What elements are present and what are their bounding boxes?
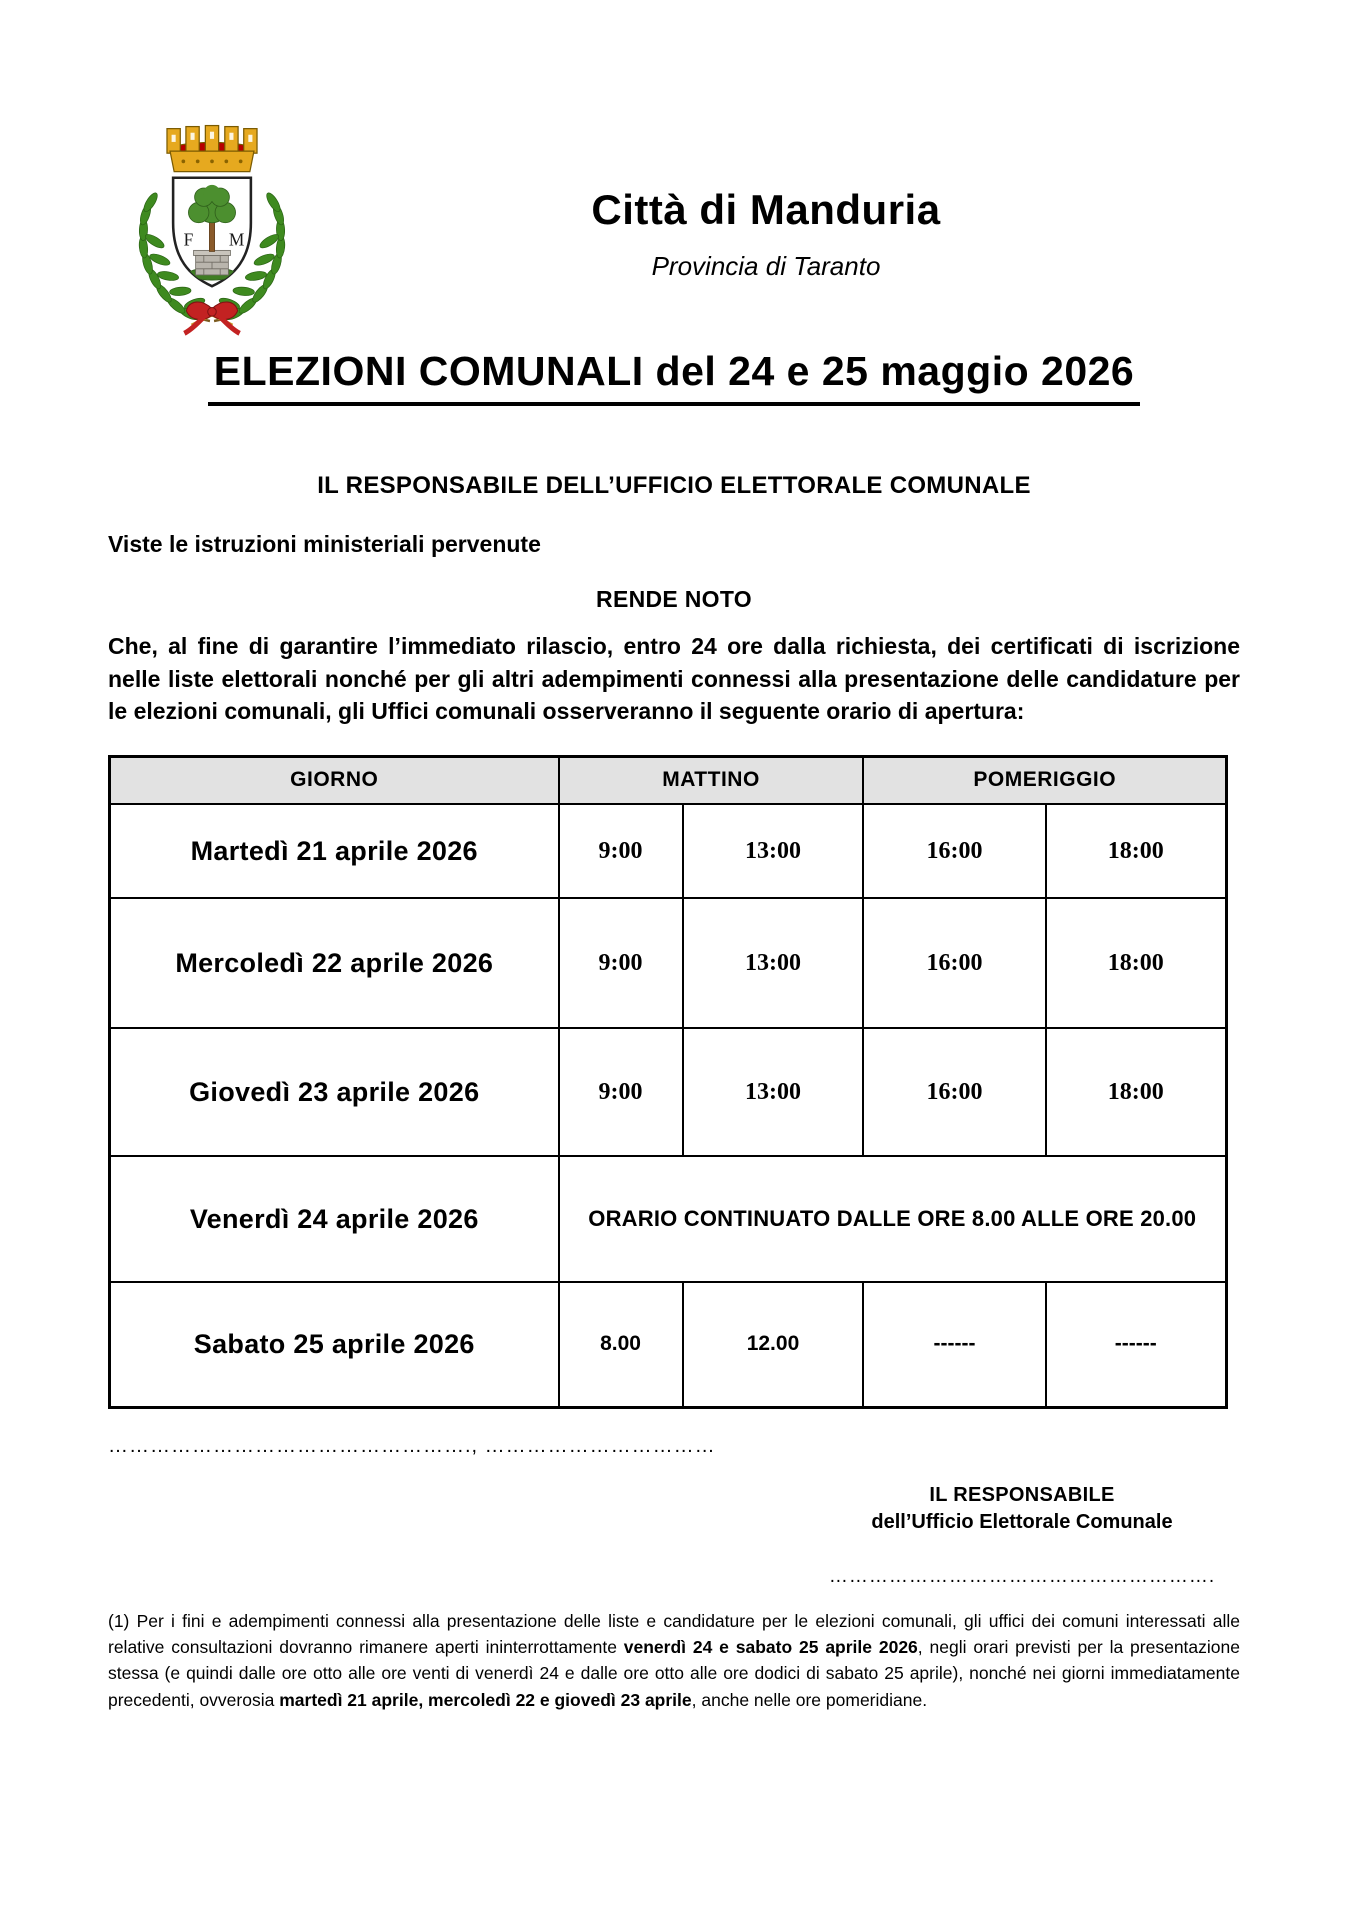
footnote-segment: , anche nelle ore pomeridiane. [691,1689,928,1710]
continuous-hours-cell: ORARIO CONTINUATO DALLE ORE 8.00 ALLE ORE 20.00 [559,1156,1227,1282]
signature-block [812,1484,1232,1588]
coat-of-arms-svg [124,120,300,346]
intro-paragraph: Che, al fine di garantire l’immediato rilascio, entro 24 ore dalla richiesta, dei certificati di iscrizione nelle liste elettorali nonché per gli altri adempimenti connessi alla presentazione delle candidature per le elezioni comunali, gli Uffici comunali osserveranno il seguente orario di apertura: [108,633,1240,724]
province-subtitle: Provincia di Taranto [651,251,881,281]
time-cell: 16:00 [863,898,1045,1028]
day-cell: Giovedì 23 aprile 2026 [110,1028,559,1156]
city-title: Città di Manduria [591,186,941,233]
table-row [110,898,1227,1028]
header-title-block [340,186,1192,282]
col-header-pomeriggio: POMERIGGIO [863,756,1226,804]
rende-noto-line: RENDE NOTO [596,586,752,612]
col-header-giorno: GIORNO [110,756,559,804]
closed-dash-cell: ------ [863,1282,1045,1407]
responsabile-line: IL RESPONSABILE DELL’UFFICIO ELETTORALE COMUNALE [317,472,1031,499]
viste-line: Viste le istruzioni ministeriali pervenute [108,531,541,557]
day-cell: Sabato 25 aprile 2026 [110,1282,559,1407]
time-cell: 8.00 [559,1282,683,1407]
manduria-crest-icon [124,120,300,346]
day-cell: Martedì 21 aprile 2026 [110,804,559,898]
footnote-segment: , negli orari previsti per la presentazione stessa (e quindi dalle ore otto alle ore venti di venerdì 24 e dalle ore otto alle ore dodici di sabato 25 aprile), nonché nei giorni immediatamente precedenti, ovverosia [108,1636,1240,1710]
col-header-mattino: MATTINO [559,756,864,804]
time-cell: 12.00 [683,1282,864,1407]
tree-trunk [209,219,214,252]
schedule-table-body [110,804,1227,1407]
footnote-segment: (1) Per i fini e adempimenti connessi alla presentazione delle liste e candidature per le elezioni comunali, gli uffici dei comuni interessati alle relative consultazioni dovranno rimanere aperti ininterrottamente [108,1610,1240,1657]
time-cell: 9:00 [559,804,683,898]
time-cell: 18:00 [1046,1028,1227,1156]
footnote-bold-segment: venerdì 24 e sabato 25 aprile 2026 [623,1636,918,1657]
opening-hours-table [108,755,1228,1409]
table-header-row [110,756,1227,804]
signature-title: IL RESPONSABILE [929,1483,1115,1506]
day-cell: Mercoledì 22 aprile 2026 [110,898,559,1028]
time-cell: 16:00 [863,1028,1045,1156]
time-cell: 18:00 [1046,804,1227,898]
elections-heading: ELEZIONI COMUNALI del 24 e 25 maggio 2026 [208,348,1140,406]
time-cell: 18:00 [1046,898,1227,1028]
time-cell: 9:00 [559,898,683,1028]
time-cell: 13:00 [683,898,864,1028]
shield-icon [173,178,251,286]
crest-letter-f: F [183,230,194,250]
place-date-dotted-line: ……………………………………………., …………………………… [108,1434,716,1457]
table-row [110,804,1227,898]
time-cell: 9:00 [559,1028,683,1156]
table-row [110,1282,1227,1407]
document-body [108,472,1240,1713]
table-row [110,1028,1227,1156]
main-heading-wrap [0,348,1348,406]
footnote-bold-segment: martedì 21 aprile, mercoledì 22 e giovedì 23 aprile [279,1689,692,1710]
table-row [110,1156,1227,1282]
closed-dash-cell: ------ [1046,1282,1227,1407]
day-cell: Venerdì 24 aprile 2026 [110,1156,559,1282]
signature-subtitle: dell’Ufficio Elettorale Comunale [871,1510,1173,1533]
time-cell: 13:00 [683,1028,864,1156]
time-cell: 13:00 [683,804,864,898]
footnote-text [108,1608,1240,1714]
ribbon-bow [184,302,239,333]
time-cell: 16:00 [863,804,1045,898]
signature-dotted-line: …………………………………………………. [828,1565,1216,1587]
crest-letter-m: M [228,230,245,250]
mural-crown-icon [167,126,257,172]
